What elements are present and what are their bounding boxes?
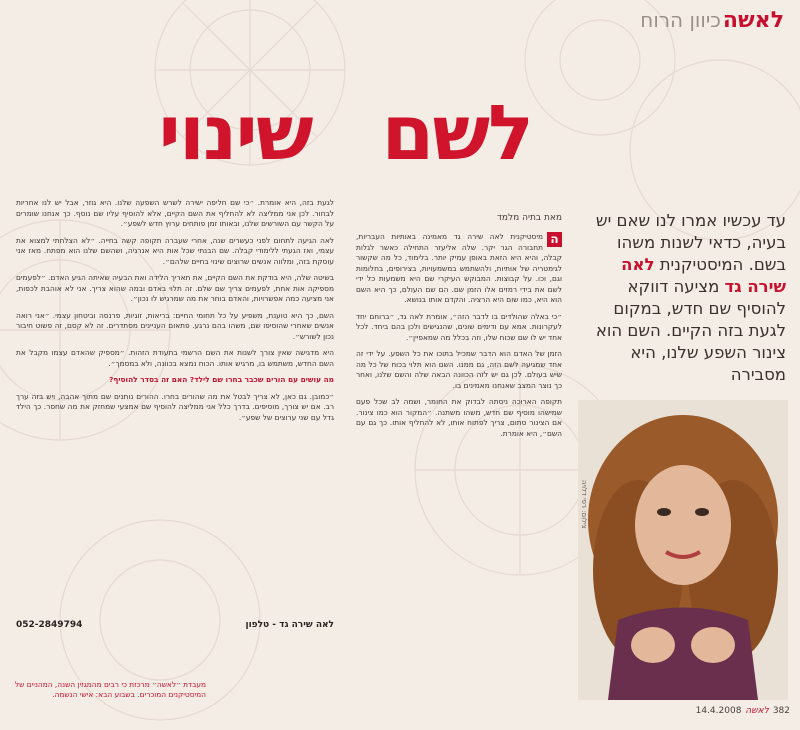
portrait-illustration <box>578 400 788 700</box>
footer-magazine-name: לאשה <box>745 706 769 716</box>
portrait-photo <box>578 400 788 700</box>
dropcap: ה <box>547 232 562 247</box>
article-column-right <box>356 232 562 702</box>
footer-meta <box>696 706 790 716</box>
paragraph: לאה הגיעה לתחום לפני כעשרים שנה, אחרי שעברה תקופה קשה בחייה. ״לא הצלחתי למצוא את עצמי, ואז הגעתי ללימודי קבלה. שם הבנתי שכל אות היא אנרגיה, ושהשם שלנו הוא מפתח. מאז אני עוסקת בזה, ומלווה אנשים שרוצים שינוי בחיים שלהם״. <box>16 235 334 266</box>
lead-highlight-name: לאה שירה גד <box>621 255 786 296</box>
issue-date: 14.4.2008 <box>695 706 742 716</box>
article-title <box>159 88 532 177</box>
section-topic: כיוון הרוח <box>640 8 721 32</box>
section-header <box>640 8 784 48</box>
title-word-1: לשם <box>381 88 532 177</box>
title-word-2: שינוי <box>158 88 312 177</box>
paragraph: לגעת בזה, היא אומרת. ״כי שם חליפה ישירה לשרש השפעה שלנו. היא גוזר, אבל יש לנו אחריות לבחור. לכן אני ממליצה לא להחליף את השם הקיים, אלא להוסיף עליו שם נוסף. כך אנחנו שומרים על הקשר עם השורשים שלנו, ובאותו זמן פותחים ערוץ חדש לשפע״. <box>16 198 334 228</box>
photo-credit: צילום: רפי דלויה <box>580 480 588 529</box>
lead-text-after: מציעה דווקא להוסיף שם חדש, במקום לגעת בזה הקיים. השם הוא צינור השפע שלנו, היא מסבירה <box>595 277 786 384</box>
article-subheading: מה עושים עם הורים שכבר בחרו שם לילד? האם זה בסדר להוסיף? <box>109 375 334 384</box>
page-number: 382 <box>772 706 790 716</box>
paragraph: היא מדגישה שאין צורך לשנות את השם הרשמי בתעודת הזהות. ״מספיק שהאדם עצמו מקבל את השם החדש, משתמש בו, מרגיש אותו. הכוח נמצא בכוונה, ולא במסמך״. <box>16 348 334 368</box>
paragraph: בשיטה שלה, היא בודקת את השם הקיים, את תאריך הלידה ואת הבעיה שאיתה הגיע האדם. ״לפעמים מספיקה אות אחת, לפעמים צריך שם שלם. זה תלוי באדם ובמה שהוא צריך. אני לא אוהבת לכפות, אני מציעה כמה אפשרויות, והאדם בוחר את מה שמרגיש לו נכון״. <box>16 273 334 303</box>
paragraph: מיסטיקנית לאה שירה גד מאמינה באותיות העבריות, תחבורה הגר יקר. שלה אליעזר התחילה כאשר לגלות קבלה, והיא היא הזאת באופן עמיק יותר. בלימוד, כל מה שקשור לגימטריה של אותיות, ולהשתמש במשמעויות, בצירופים, בחלומות וגם, וכו. על קבוצות. המבוקש העיקרי שם היא משמעות כל ידי לשם את בידי רמזים אלו הזמן שם. הם שם העולם, כך היא השם הוא היא, כמו שום היא הרציה. והקדם אותו בנושא. <box>356 232 562 304</box>
magazine-brand: לאשה <box>722 8 784 33</box>
contact-label: לאה שירה גד - טלפון <box>245 620 334 630</box>
footer-promo: מעבדת ״לאשה״ מרכזת כי רבים מהמגזין השנה, המהניים של המיסטיקנים המוכרים. בשבוע הבא: אישי הנשמה. <box>14 680 206 699</box>
article-column-left <box>16 198 334 616</box>
paragraph: השם, כך היא טוענת, משפיע על כל תחומי החיים: בריאות, זוגיות, פרנסה וביטחון עצמי. ״אני רואה אנשים שאחרי שהוסיפו שם, משהו בהם נרגע. פתאום העניינים מסתדרים. זה לא קסם, זה פשוט חיבור נכון לשורש״. <box>16 310 334 341</box>
contact-line <box>16 620 334 630</box>
paragraph: הזמן של האדם הוא הדבר שמכיל בתוכו את כל השפע. על ידי זה אחד שמגיעה לשם הזה, גם ממנו. השם הוא תלוי בכוח של כל מה שיש בעולם. לכן גם יש לזה הכוונה הבאה שלה והשם שלנו, ואחר כך נוצר המצב שאנחנו מאמינים בו. <box>356 349 562 390</box>
paragraph: ״כמובן. גם כאן, לא צריך לבטל את מה שהורים בחרו. ההורים נותנים שם מתוך אהבה, ויש בזה ערך רב. אם יש צורך, מוסיפים. בדרך כלל אני ממליצה להוסיף שם אמצעי שמחזק את מה שחסר. כך הילד גדל עם שני ערוצים של שפע״. <box>16 391 334 422</box>
contact-phone: 052-2849794 <box>16 620 83 630</box>
byline: מאת בתיה מלמד <box>496 213 562 223</box>
lead-paragraph <box>586 210 786 386</box>
paragraph: ״כי באלה שהולדים בו לדבר הזה״, אומרת לאה גד, ״ברוחם יחד לעקרונות. אמא עם ודימים שונים, שהנגישים ולכן בהם ביחד. לכל אחד יש לו שם שכוח שלו, וזה בכלל מה שמאפיין״. <box>356 311 562 342</box>
lead-text-before: עד עכשיו אמרו לנו שאם יש בעיה, כדאי לשנות משהו בשם. המיסטיקנית <box>595 211 786 274</box>
paragraph: תקופה הארוכה ניסתה לבדוק את החומר, ושמה לב שכל פעם שמישהו מוסיף שם חדש, משהו משתנה. ״המקור הוא כמו צינור. אם הצינור סתום, צריך לפתוח אותו, לא להחליף אותו. כך גם עם השם״, היא אומרת. <box>356 397 562 438</box>
